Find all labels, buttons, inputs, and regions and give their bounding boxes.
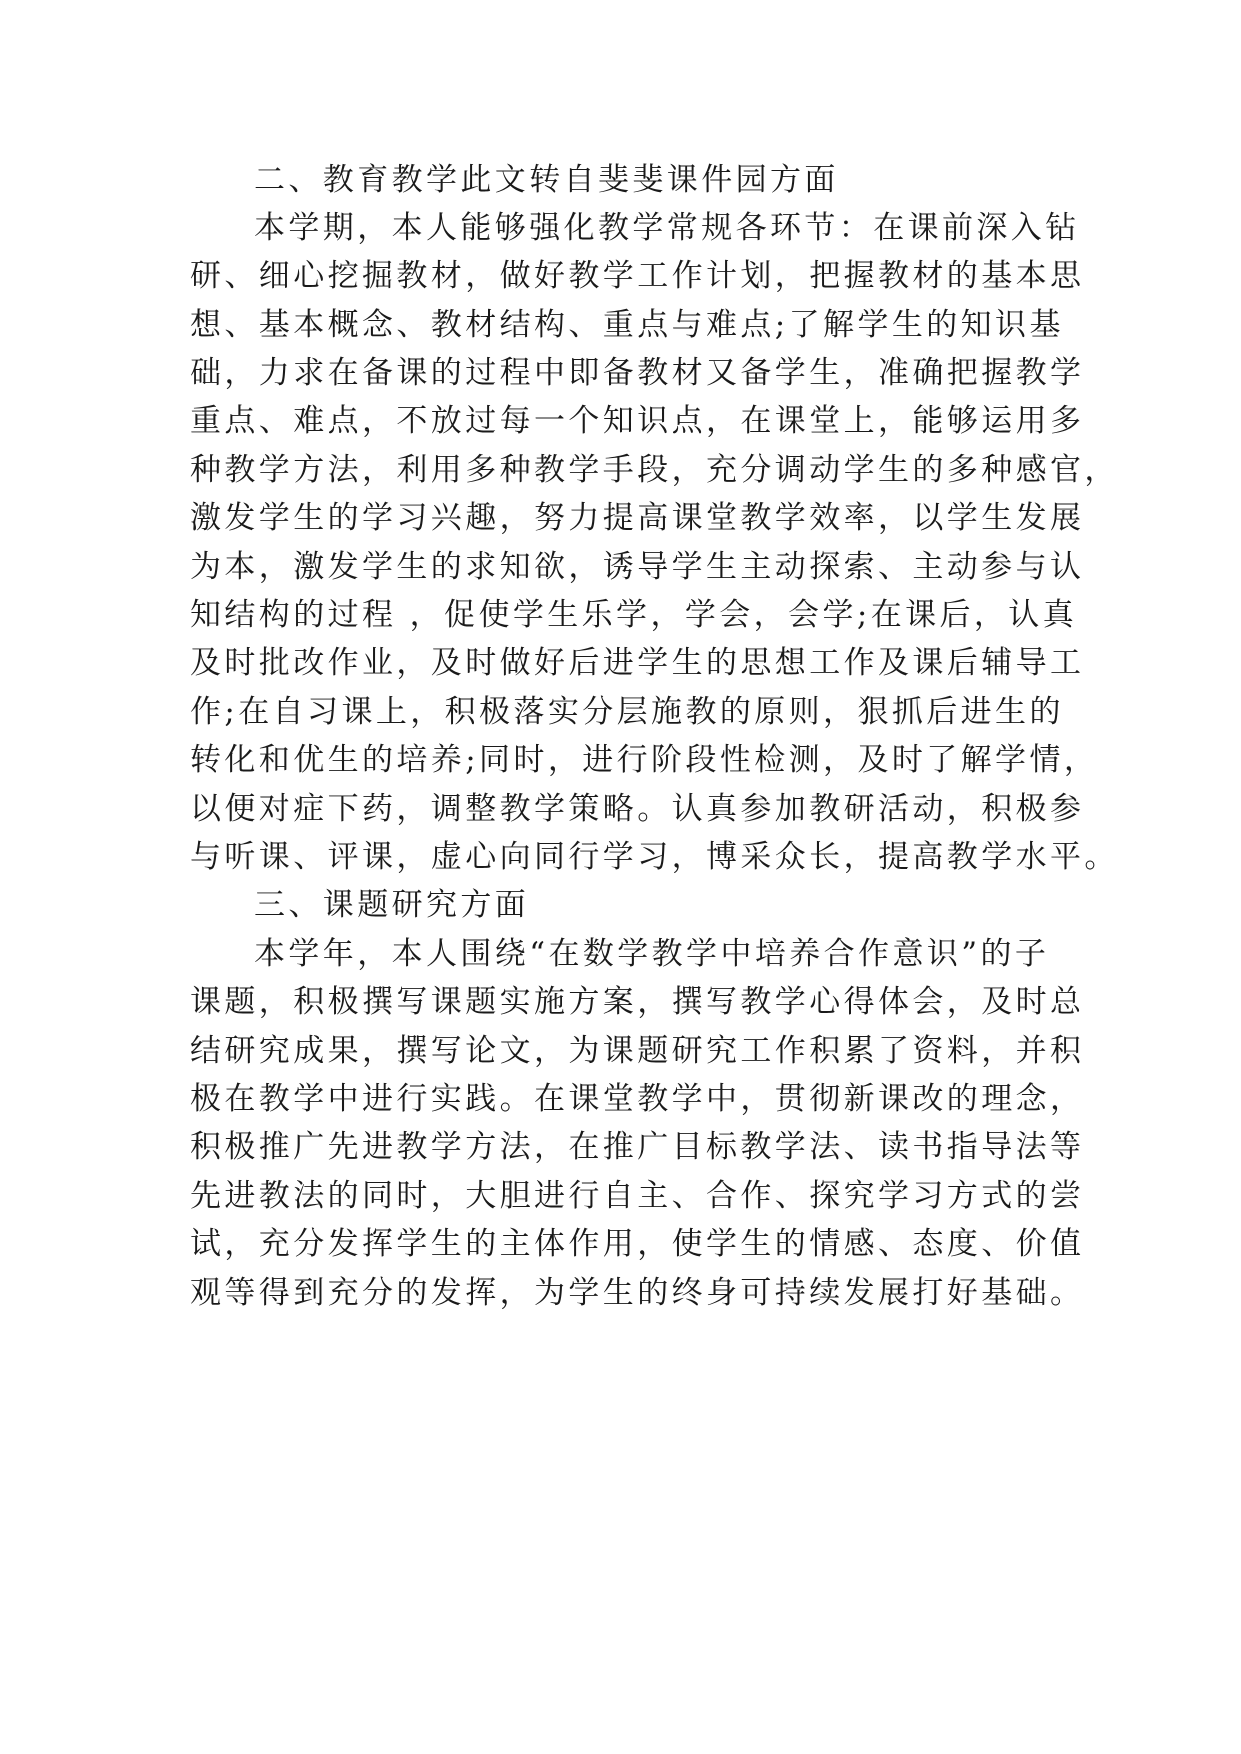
section-heading-teaching: 二、教育教学此文转自斐斐课件园方面 — [254, 162, 839, 198]
paragraph-line: 积极推广先进教学方法，在推广目标教学法、读书指导法等 — [190, 1129, 1085, 1165]
paragraph-line: 极在教学中进行实践。在课堂教学中，贯彻新课改的理念， — [190, 1081, 1085, 1117]
paragraph-line: 与听课、评课，虚心向同行学习，博采众长，提高教学水平。 — [190, 839, 1119, 875]
paragraph-line: 试，充分发挥学生的主体作用，使学生的情感、态度、价值 — [190, 1226, 1085, 1262]
paragraph-line: 研、细心挖掘教材，做好教学工作计划，把握教材的基本思 — [190, 258, 1085, 294]
paragraph-line: 种教学方法，利用多种教学手段，充分调动学生的多种感官， — [190, 452, 1119, 488]
paragraph-line: 转化和优生的培养;同时，进行阶段性检测，及时了解学情， — [190, 742, 1099, 778]
paragraph-line: 本学期，本人能够强化教学常规各环节：在课前深入钻 — [254, 210, 1080, 246]
paragraph-line: 以便对症下药，调整教学策略。认真参加教研活动，积极参 — [190, 791, 1085, 827]
paragraph-line: 及时批改作业，及时做好后进学生的思想工作及课后辅导工 — [190, 645, 1085, 681]
paragraph-line: 重点、难点，不放过每一个知识点，在课堂上，能够运用多 — [190, 403, 1085, 439]
paragraph-line: 观等得到充分的发挥，为学生的终身可持续发展打好基础。 — [190, 1275, 1085, 1311]
paragraph-line: 课题，积极撰写课题实施方案，撰写教学心得体会，及时总 — [190, 984, 1085, 1020]
paragraph-line: 作;在自习课上，积极落实分层施教的原则，狠抓后进生的 — [190, 694, 1064, 730]
paragraph-line: 激发学生的学习兴趣，努力提高课堂教学效率，以学生发展 — [190, 500, 1085, 536]
paragraph-line: 础，力求在备课的过程中即备教材又备学生，准确把握教学 — [190, 355, 1085, 391]
paragraph-line: 为本，激发学生的求知欲，诱导学生主动探索、主动参与认 — [190, 549, 1085, 585]
paragraph-line: 先进教法的同时，大胆进行自主、合作、探究学习方式的尝 — [190, 1178, 1085, 1214]
section-heading-research: 三、课题研究方面 — [254, 887, 530, 923]
paragraph-line: 本学年，本人围绕“在数学教学中培养合作意识”的子 — [254, 936, 1050, 972]
paragraph-line: 想、基本概念、教材结构、重点与难点;了解学生的知识基 — [190, 307, 1064, 343]
paragraph-line: 知结构的过程 ，促使学生乐学，学会，会学;在课后，认真 — [190, 597, 1078, 633]
paragraph-line: 结研究成果，撰写论文，为课题研究工作积累了资料，并积 — [190, 1033, 1085, 1069]
